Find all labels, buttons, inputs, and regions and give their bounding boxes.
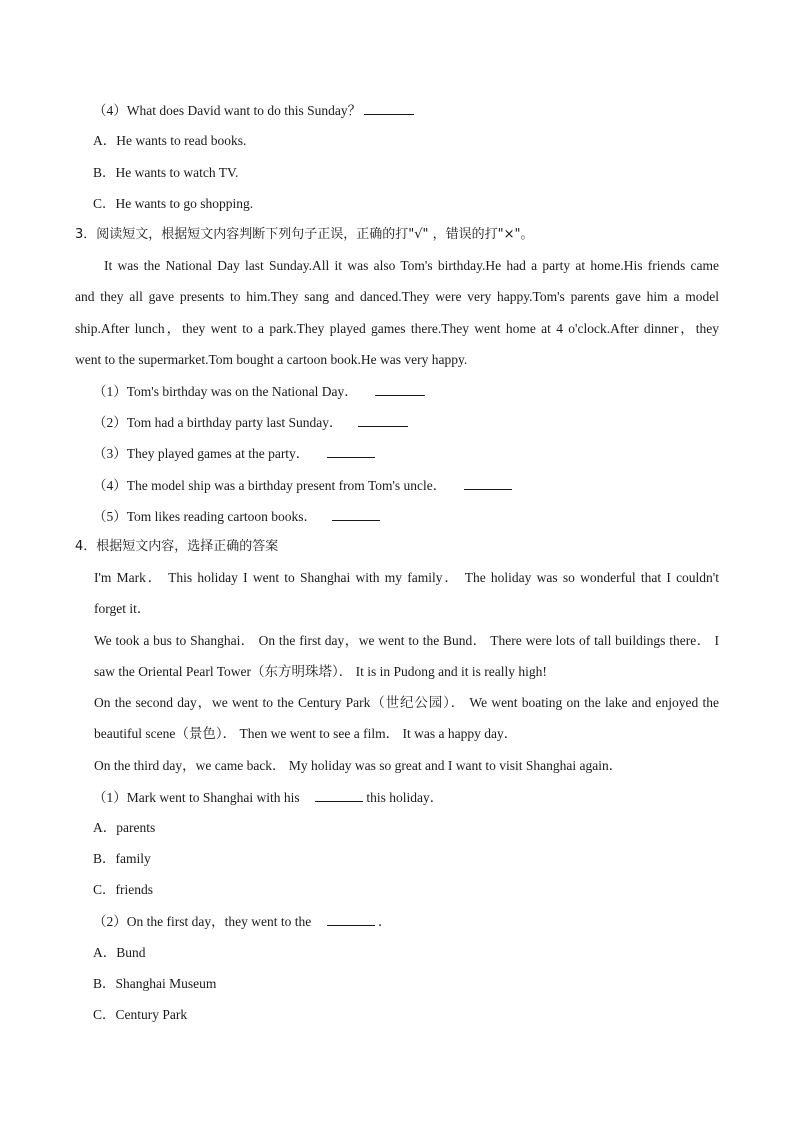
answer-blank[interactable]: [327, 444, 375, 458]
option-b: B．family: [93, 851, 151, 866]
option-a: A．Bund: [93, 945, 146, 960]
q3-passage-line-4: went to the supermarket.Tom bought a cartoon book.He was very happy.: [75, 352, 468, 367]
answer-blank[interactable]: [464, 476, 512, 490]
q3-statement-5: （5）Tom likes reading cartoon books．: [93, 507, 380, 526]
q3-passage-line-1: It was the National Day last Sunday.All it was also Tom's birthday.He had a party at home.His friends came: [104, 258, 719, 273]
q4-passage-line-2: forget it．: [94, 601, 151, 616]
answer-blank[interactable]: [375, 382, 425, 396]
q3-statement-1: （1）Tom's birthday was on the National Day．: [93, 382, 425, 401]
q3-passage-line-3: ship.After lunch，they went to a park.They played games there.They went home at 4 o'clock.After dinner，they: [75, 321, 719, 336]
q3-statement-3: （3）They played games at the party．: [93, 444, 375, 463]
q4-passage-line-5: On the second day，we went to the Century Park（世纪公园）． We went boating on the lake and enjoyed the: [94, 695, 719, 710]
q4-item-1: （1）Mark went to Shanghai with his this holiday．: [93, 790, 444, 805]
q4-passage-line-4: saw the Oriental Pearl Tower（东方明珠塔）． It is in Pudong and it is really high!: [94, 664, 547, 679]
q4-passage-line-3: We took a bus to Shanghai． On the first day，we went to the Bund． There were lots of tall buildings there． I: [94, 633, 719, 648]
option-a: A．He wants to read books.: [93, 133, 247, 148]
question-2-4: （4）What does David want to do this Sunday？: [93, 101, 414, 120]
q4-passage-line-6: beautiful scene（景色）． Then we went to see a film． It was a happy day．: [94, 726, 518, 741]
q4-passage-line-1: I'm Mark． This holiday I went to Shanghai with my family． The holiday was so wonderful that I couldn't: [94, 570, 719, 585]
option-c: C．Century Park: [93, 1007, 188, 1022]
answer-blank[interactable]: [364, 101, 414, 115]
option-c: C．He wants to go shopping.: [93, 196, 254, 211]
option-b: B．Shanghai Museum: [93, 976, 217, 991]
question-3-heading: 3．阅读短文，根据短文内容判断下列句子正误，正确的打"√" ，错误的打"×"。: [75, 227, 534, 242]
answer-blank[interactable]: [327, 912, 375, 926]
answer-blank[interactable]: [332, 507, 380, 521]
q3-statement-2: （2）Tom had a birthday party last Sunday．: [93, 413, 408, 432]
answer-blank[interactable]: [315, 788, 363, 802]
answer-blank[interactable]: [358, 413, 408, 427]
option-a: A．parents: [93, 820, 156, 835]
q3-statement-4: （4）The model ship was a birthday present from Tom's uncle．: [93, 476, 512, 495]
q3-passage-line-2: and they all gave presents to him.They sang and danced.They were very happy.Tom's parents gave him a model: [75, 289, 719, 304]
question-4-heading: 4．根据短文内容，选择正确的答案: [75, 539, 279, 554]
option-b: B．He wants to watch TV.: [93, 165, 239, 180]
option-c: C．friends: [93, 882, 153, 897]
q4-item-2: （2）On the first day，they went to the ．: [93, 914, 392, 929]
q4-passage-line-7: On the third day，we came back． My holiday was so great and I want to visit Shanghai again．: [94, 758, 623, 773]
